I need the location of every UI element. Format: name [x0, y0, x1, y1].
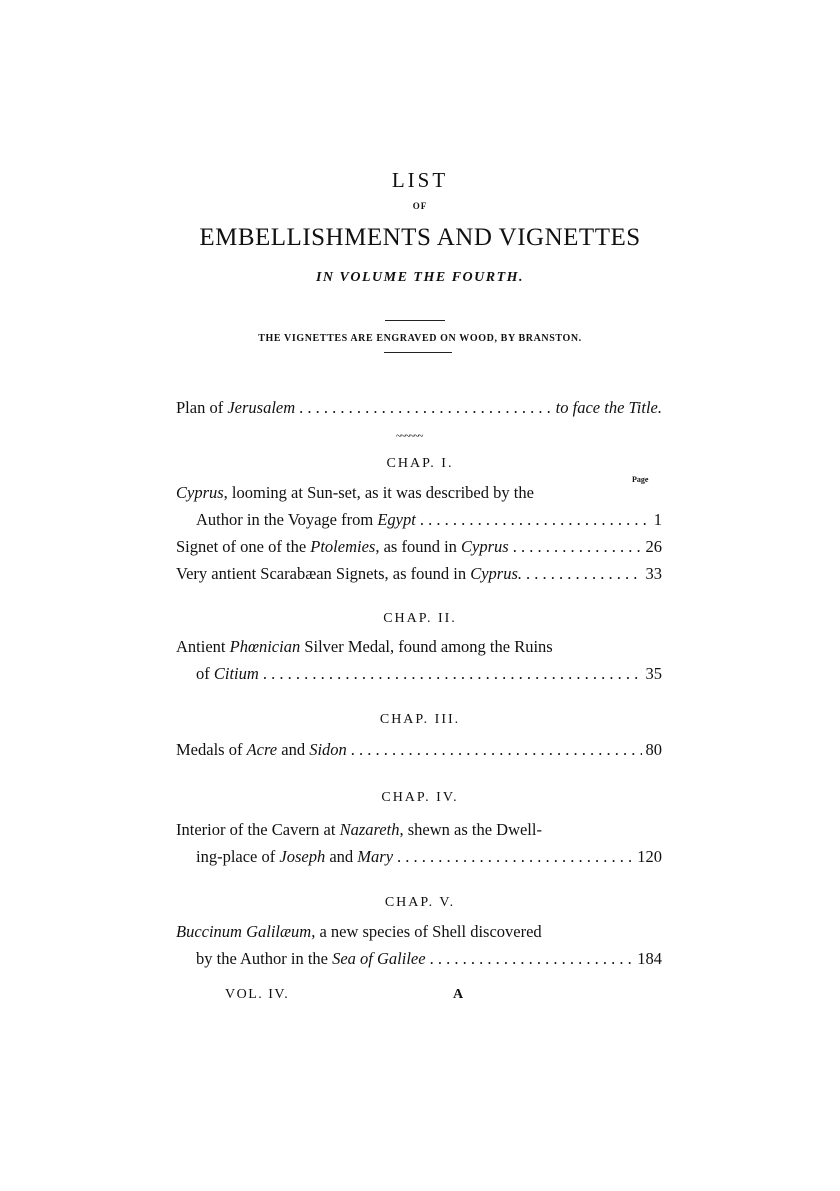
page-column-label: Page	[632, 475, 649, 484]
entry-buccinum-sea: Sea of Galilee	[332, 949, 426, 968]
entry-buccinum-text: , a new species of Shell discovered	[311, 922, 542, 941]
volume-subtitle: IN VOLUME THE FOURTH.	[315, 270, 525, 285]
page-number: 184	[637, 949, 662, 968]
dot-leader	[397, 847, 633, 867]
chapter-2-heading: CHAP. II.	[383, 611, 457, 626]
entry-cyprus-line1	[176, 483, 534, 503]
page-number: 26	[645, 537, 662, 556]
entry-cyprus-italic: Cyprus	[176, 483, 224, 502]
entry-cavern-line1	[176, 820, 542, 840]
rule-bottom	[384, 352, 452, 353]
entry-cavern-text: Interior of the Cavern at	[176, 820, 340, 839]
dot-leader	[351, 740, 642, 760]
frontispiece-face: to face the Title.	[555, 398, 662, 417]
entry-cavern-text2: , shewn as the Dwell-	[399, 820, 542, 839]
entry-signet-text2: , as found in	[375, 537, 462, 556]
entry-medal-text: Antient	[176, 637, 230, 656]
page-number: 120	[637, 847, 662, 866]
dot-leader	[526, 564, 642, 584]
entry-cavern-mary: Mary	[357, 847, 394, 866]
of-heading: OF	[412, 201, 428, 211]
entry-medal-line2-text: of	[196, 664, 214, 683]
entry-cavern-line2-text: ing-place of	[196, 847, 280, 866]
page-number: 1	[653, 510, 662, 529]
chapter-4-heading: CHAP. IV.	[381, 790, 459, 805]
entry-scarabaean-cyprus: Cyprus.	[470, 564, 522, 583]
entry-signet-text: Signet of one of the	[176, 537, 311, 556]
entry-buccinum-line1	[176, 922, 542, 942]
chapter-3-heading: CHAP. III.	[379, 712, 461, 727]
page-title: EMBELLISHMENTS AND VIGNETTES	[199, 224, 641, 251]
page-number: 80	[645, 740, 662, 759]
entry-medal-line1	[176, 637, 553, 657]
entry-cavern-joseph: Joseph	[279, 847, 326, 866]
chapter-5-heading: CHAP. V.	[384, 895, 456, 910]
entry-medals-and: and	[277, 740, 310, 759]
entry-cyprus-line2	[196, 510, 662, 532]
dot-leader	[430, 949, 634, 969]
footer-signature: A	[453, 987, 464, 1002]
engraving-note: THE VIGNETTES ARE ENGRAVED ON WOOD, BY BRANSTON.	[258, 333, 582, 344]
entry-signet-ptolemies: Ptolemies	[310, 537, 376, 556]
page-number: 33	[645, 564, 662, 583]
entry-cyprus-text: , looming at Sun-set, as it was described by the	[223, 483, 534, 502]
entry-scarabaean-text: Very antient Scarabæan Signets, as found in	[176, 564, 471, 583]
rule-top	[385, 320, 445, 321]
dot-leader	[420, 510, 650, 530]
list-heading: LIST	[391, 168, 449, 192]
entry-signet	[176, 537, 662, 559]
entry-cyprus-line2-text: Author in the Voyage from	[196, 510, 378, 529]
entry-medal-citium: Citium	[213, 664, 259, 683]
entry-signet-cyprus: Cyprus	[461, 537, 509, 556]
dot-leader	[299, 398, 552, 418]
entry-medals-acre-name: Acre	[246, 740, 278, 759]
frontispiece-prefix: Plan of	[176, 398, 228, 417]
frontispiece-place: Jerusalem	[227, 398, 296, 417]
entry-medals-text: Medals of	[176, 740, 247, 759]
entry-medal-text2: Silver Medal, found among the Ruins	[300, 637, 553, 656]
frontispiece-entry	[176, 398, 662, 420]
dot-leader	[263, 664, 642, 684]
entry-buccinum-name: Buccinum Galilæum	[176, 922, 312, 941]
chapter-1-heading: CHAP. I.	[386, 456, 454, 471]
entry-medal-line2	[196, 664, 662, 686]
dot-leader	[513, 537, 642, 557]
entry-cavern-line2	[196, 847, 662, 869]
entry-medals-acre	[176, 740, 662, 762]
page-number: 35	[645, 664, 662, 683]
entry-cavern-nazareth: Nazareth	[339, 820, 400, 839]
entry-buccinum-line2	[196, 949, 662, 971]
ornament-divider: ~~~~~~	[396, 431, 423, 442]
footer-volume: VOL. IV.	[225, 987, 290, 1002]
entry-cyprus-egypt: Egypt	[377, 510, 416, 529]
entry-medal-phoenician: Phœnician	[229, 637, 301, 656]
entry-medals-sidon: Sidon	[309, 740, 347, 759]
entry-buccinum-line2-text: by the Author in the	[196, 949, 333, 968]
entry-scarabaean	[176, 564, 662, 586]
entry-cavern-and: and	[325, 847, 358, 866]
